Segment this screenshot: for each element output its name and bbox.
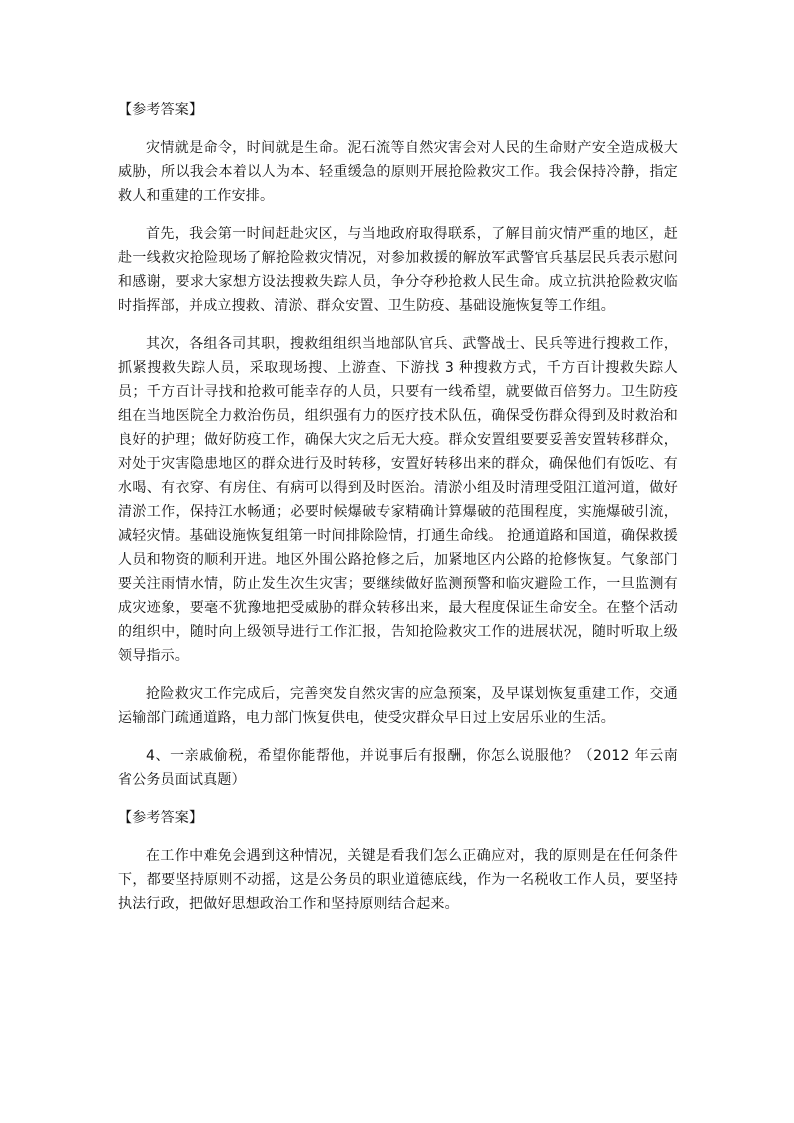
paragraph-answer-4: 在工作中难免会遇到这种情况，关键是看我们怎么正确应对，我的原则是在任何条件下，都要坚持原则不动摇，这是公务员的职业道德底线，作为一名税收工作人员，要坚持执法行政，把做好思想政治工作和坚持原则结合起来。 [118,848,678,912]
paragraph-intro: 灾情就是命令，时间就是生命。泥石流等自然灾害会对人民的生命财产安全造成极大威胁，所以我会本着以人为本、轻重缓急的原则开展抢险救灾工作。我会保持冷静，指定救人和重建的工作安排。 [118,140,678,204]
answer-heading: 【参考答案】 [118,102,204,118]
document-body [118,98,678,930]
paragraph-second: 其次，各组各司其职，搜救组组织当地部队官兵、武警战士、民兵等进行搜救工作，抓紧搜救失踪人员，采取现场搜、上游查、下游找 3 种搜救方式，千方百计搜救失踪人员；千方百计寻找和抢救可能幸存的人员，只要有一线希望，就要做百倍努力。卫生防疫组在当地医院全力救治伤员，组织强有力的医疗技术队伍，确保受伤群众得到及时救治和良好的护理；做好防疫工作，确保大灾之后无大疫。群众安置组要要妥善安置转移群众，对处于灾害隐患地区的群众进行及时转移，安置好转移出来的群众，确保他们有饭吃、有水喝、有衣穿、有房住、有病可以得到及时医治。清淤小组及时清理受阻江道河道，做好清淤工作，保持江水畅通；必要时候爆破专家精确计算爆破的范围程度，实施爆破引流，减轻灾情。基础设施恢复组第一时间排除险情，打通生命线。 抢通道路和国道，确保救援人员和物资的顺利开进。地区外围公路抢修之后，加紧地区内公路的抢修恢复。气象部门要关注雨情水情，防止发生次生灾害；要继续做好监测预警和临灾避险工作，一旦监测有成灾迹象，要毫不犹豫地把受威胁的群众转移出来，最大程度保证生命安全。在整个活动的组织中，随时向上级领导进行工作汇报，告知抢险救灾工作的进展状况，随时听取上级领导指示。 [118,336,678,664]
paragraph-after: 抢险救灾工作完成后，完善突发自然灾害的应急预案，及早谋划恢复重建工作，交通运输部门疏通道路，电力部门恢复供电，使受灾群众早日过上安居乐业的生活。 [118,686,678,726]
question-4: 4、一亲戚偷税，希望你能帮他，并说事后有报酬，你怎么说服他？（2012 年云南省公务员面试真题） [118,748,678,788]
paragraph-first: 首先，我会第一时间赶赴灾区，与当地政府取得联系，了解目前灾情严重的地区，赶赴一线救灾抢险现场了解抢险救灾情况，对参加救援的解放军武警官兵基层民兵表示慰问和感谢，要求大家想方设法搜救失踪人员，争分夺秒抢救人民生命。成立抗洪抢险救灾临时指挥部，并成立搜救、清淤、群众安置、卫生防疫、基础设施恢复等工作组。 [118,226,678,314]
answer-heading: 【参考答案】 [118,810,204,826]
